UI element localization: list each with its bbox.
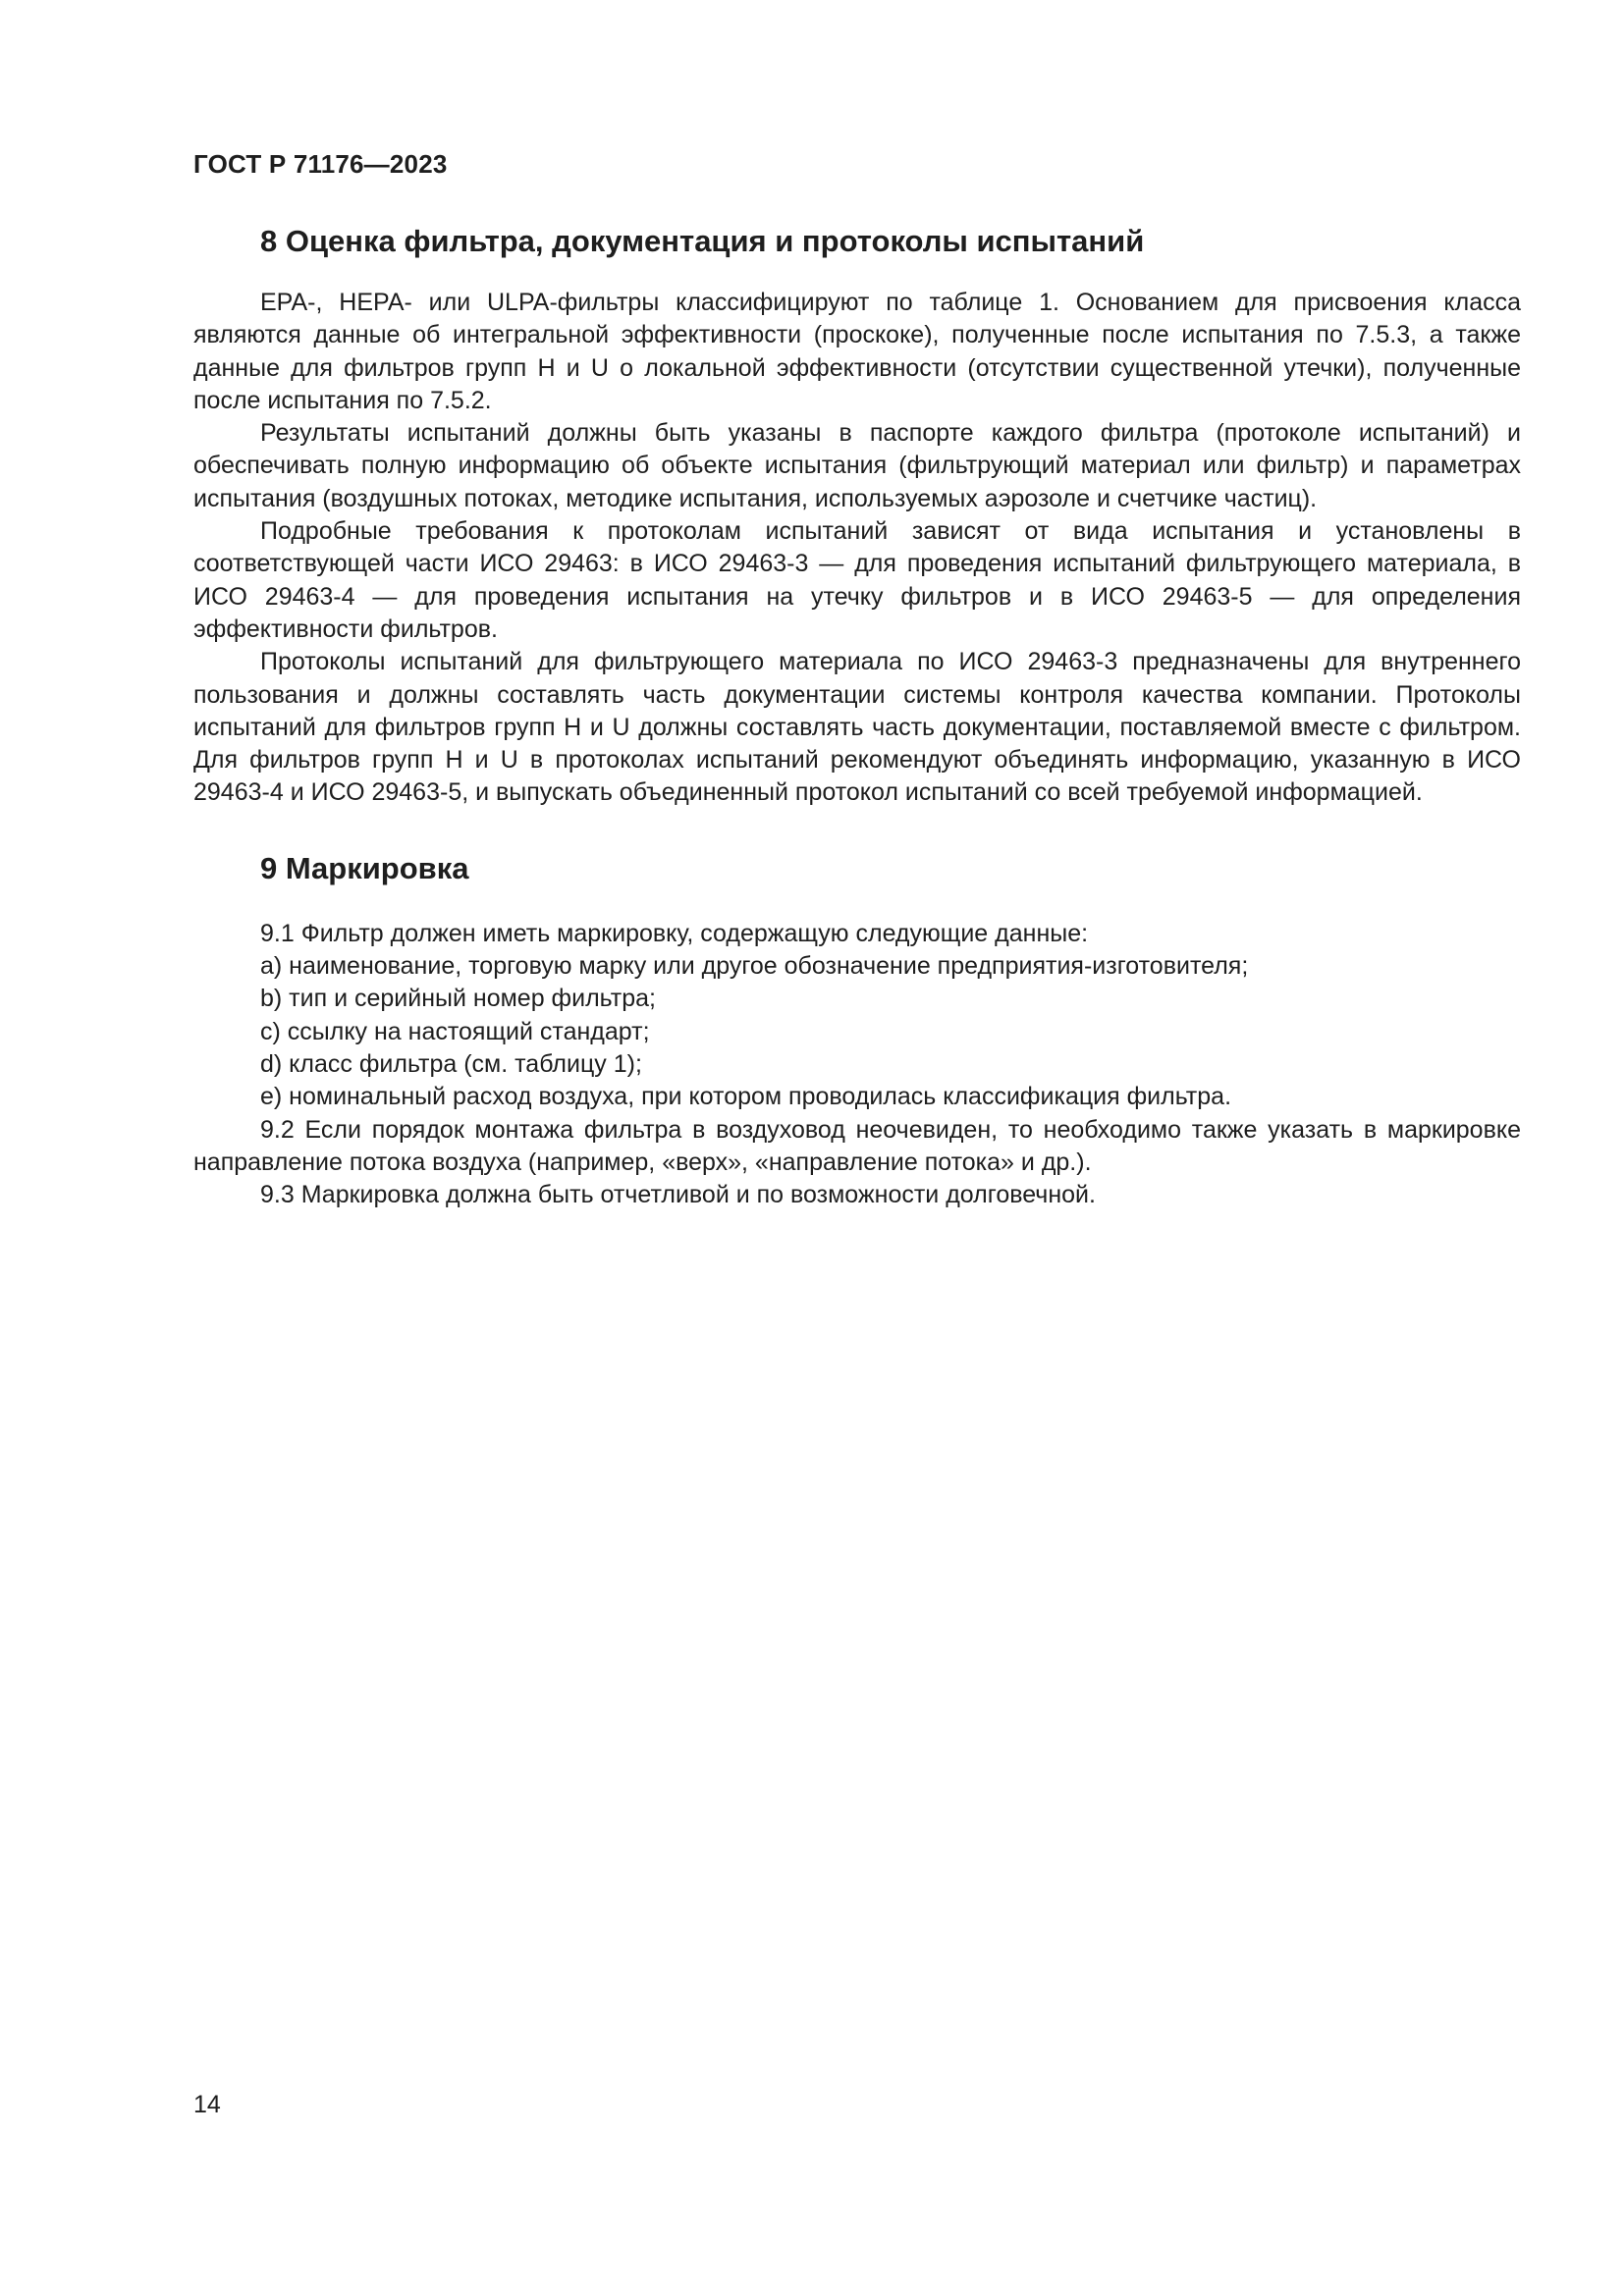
section-8-paragraph-1: EPA-, HEPA- или ULPA-фильтры классифицируют по таблице 1. Основанием для присвоения класса являются данные об интегральной эффективности (проскоке), полученные после испытания по 7.5.3, а также данные для фильтров групп Н и U о локальной эффективности (отсутствии существенной утечки), полученные после испытания по 7.5.2.	[193, 289, 1521, 414]
list-item-d: d) класс фильтра (см. таблицу 1);	[260, 1049, 642, 1078]
list-item-a: а) наименование, торговую марку или другое обозначение предприятия-изготовителя;	[260, 952, 1249, 981]
page-content	[193, 222, 1521, 1211]
page-number: 14	[193, 2091, 221, 2118]
clause-9-1: 9.1 Фильтр должен иметь маркировку, содержащую следующие данные:	[260, 919, 1089, 947]
document-code-header: ГОСТ Р 71176—2023	[193, 149, 448, 179]
section-8-title: 8 Оценка фильтра, документация и протоколы испытаний	[260, 224, 1145, 258]
section-8-paragraph-3: Подробные требования к протоколам испытаний зависят от вида испытания и установлены в соответствующей части ИСО 29463: в ИСО 29463-3 — для проведения испытаний фильтрующего материала, в ИСО 29463-4 — для проведения испытания на утечку фильтров и в ИСО 29463-5 — для определения эффективности фильтров.	[193, 517, 1521, 643]
list-item-e: e) номинальный расход воздуха, при котором проводилась классификация фильтра.	[260, 1083, 1232, 1111]
clause-9-3: 9.3 Маркировка должна быть отчетливой и по возможности долговечной.	[260, 1181, 1096, 1209]
section-9-title: 9 Маркировка	[260, 850, 469, 885]
section-8	[193, 222, 1521, 810]
list-item-b: b) тип и серийный номер фильтра;	[260, 985, 656, 1013]
clause-9-2: 9.2 Если порядок монтажа фильтра в воздуховод неочевиден, то необходимо также указать в маркировке направление потока воздуха (например, «верх», «направление потока» и др.).	[193, 1115, 1521, 1176]
list-item-c: c) ссылку на настоящий стандарт;	[260, 1017, 650, 1045]
section-9	[193, 849, 1521, 1212]
section-8-paragraph-2: Результаты испытаний должны быть указаны в паспорте каждого фильтра (протоколе испытаний) и обеспечивать полную информацию об объекте испытания (фильтрующий материал или фильтр) и параметрах испытания (воздушных потоках, методике испытания, используемых аэрозоле и счетчике частиц).	[193, 419, 1521, 512]
section-8-paragraph-4: Протоколы испытаний для фильтрующего материала по ИСО 29463-3 предназначены для внутреннего пользования и должны составлять часть документации системы контроля качества компании. Протоколы испытаний для фильтров групп Н и U должны составлять часть документации, поставляемой вместе с фильтром. Для фильтров групп Н и U в протоколах испытаний рекомендуют объединять информацию, указанную в ИСО 29463-4 и ИСО 29463-5, и выпускать объединенный протокол испытаний со всей требуемой информацией.	[193, 648, 1521, 807]
